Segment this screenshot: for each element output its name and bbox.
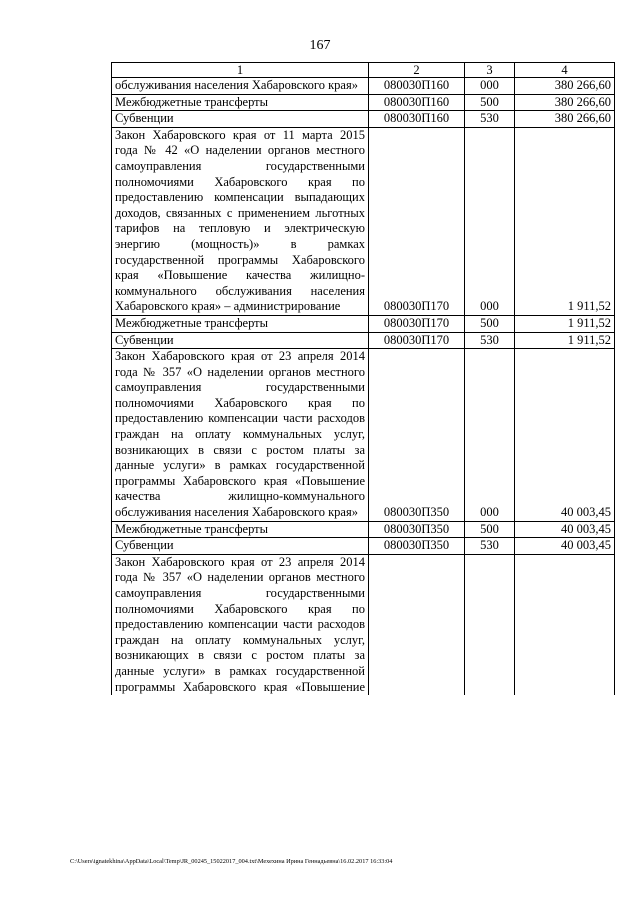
row-name: Межбюджетные трансферты <box>112 94 369 111</box>
row-name: Межбюджетные трансферты <box>112 315 369 332</box>
row-code: 080030П160 <box>369 94 465 111</box>
row-code: 080030П350 <box>369 538 465 555</box>
row-code: 080030П160 <box>369 111 465 128</box>
row-type: 530 <box>465 538 515 555</box>
row-amount: 380 266,60 <box>515 94 615 111</box>
table-row <box>112 111 615 128</box>
row-type: 500 <box>465 521 515 538</box>
row-type <box>465 554 515 695</box>
column-header-code: 2 <box>369 63 465 78</box>
row-amount: 380 266,60 <box>515 78 615 95</box>
table-row <box>112 332 615 349</box>
table-header-row <box>112 63 615 78</box>
row-amount: 1 911,52 <box>515 127 615 315</box>
row-name: Субвенции <box>112 332 369 349</box>
row-amount: 40 003,45 <box>515 349 615 522</box>
row-code: 080030П350 <box>369 349 465 522</box>
table-row <box>112 554 615 695</box>
row-name: обслуживания населения Хабаровского края» <box>112 78 369 95</box>
column-header-amount: 4 <box>515 63 615 78</box>
table-row <box>112 127 615 315</box>
table-row <box>112 94 615 111</box>
row-type: 500 <box>465 315 515 332</box>
row-amount: 40 003,45 <box>515 521 615 538</box>
table-row <box>112 521 615 538</box>
table-row <box>112 349 615 522</box>
column-header-type: 3 <box>465 63 515 78</box>
row-code: 080030П170 <box>369 315 465 332</box>
row-name: Субвенции <box>112 538 369 555</box>
table-row <box>112 538 615 555</box>
row-code: 080030П350 <box>369 521 465 538</box>
row-code: 080030П170 <box>369 332 465 349</box>
row-name: Субвенции <box>112 111 369 128</box>
row-amount: 1 911,52 <box>515 315 615 332</box>
row-type: 500 <box>465 94 515 111</box>
row-amount: 40 003,45 <box>515 538 615 555</box>
row-type: 000 <box>465 78 515 95</box>
row-type: 000 <box>465 127 515 315</box>
row-type: 530 <box>465 111 515 128</box>
row-type: 530 <box>465 332 515 349</box>
page-number: 167 <box>309 38 331 53</box>
table-row <box>112 315 615 332</box>
row-amount: 380 266,60 <box>515 111 615 128</box>
file-path-footer: C:\Users\ignatekhina\AppData\Local\Temp\JR_00245_15022017_004.txt\Мехехина Ирина Геннадьевна\16.02.2017 16:33:04 <box>70 858 393 865</box>
row-code <box>369 554 465 695</box>
row-amount: 1 911,52 <box>515 332 615 349</box>
row-name: Закон Хабаровского края от 23 апреля 2014 года № 357 «О наделении органов местного самоуправления государственными полномочиями Хабаровского края по предоставлению компенсации части расходов граждан на оплату коммунальных услуг, возникающих в связи с ростом платы за данные услуги» в рамках государственной программы Хабаровского края «Повышение качества жилищно-коммунального обслуживания населения Хабаровского края» <box>112 349 369 522</box>
row-amount <box>515 554 615 695</box>
row-name: Закон Хабаровского края от 11 марта 2015 года № 42 «О наделении органов местного самоуправления государственными полномочиями Хабаровского края по предоставлению компенсации выпадающих доходов, связанных с применением льготных тарифов на тепловую и электрическую энергию (мощность)» в рамках государственной программы Хабаровского края «Повышение качества жилищно-коммунального обслуживания населения Хабаровского края» – администрирование <box>112 127 369 315</box>
row-type: 000 <box>465 349 515 522</box>
row-name: Межбюджетные трансферты <box>112 521 369 538</box>
column-header-name: 1 <box>112 63 369 78</box>
row-name: Закон Хабаровского края от 23 апреля 2014 года № 357 «О наделении органов местного самоуправления государственными полномочиями Хабаровского края по предоставлению компенсации части расходов граждан на оплату коммунальных услуг, возникающих в связи с ростом платы за данные услуги» в рамках государственной программы Хабаровского края «Повышение <box>112 554 369 695</box>
row-code: 080030П160 <box>369 78 465 95</box>
table-row <box>112 78 615 95</box>
row-code: 080030П170 <box>369 127 465 315</box>
budget-table <box>111 62 615 695</box>
